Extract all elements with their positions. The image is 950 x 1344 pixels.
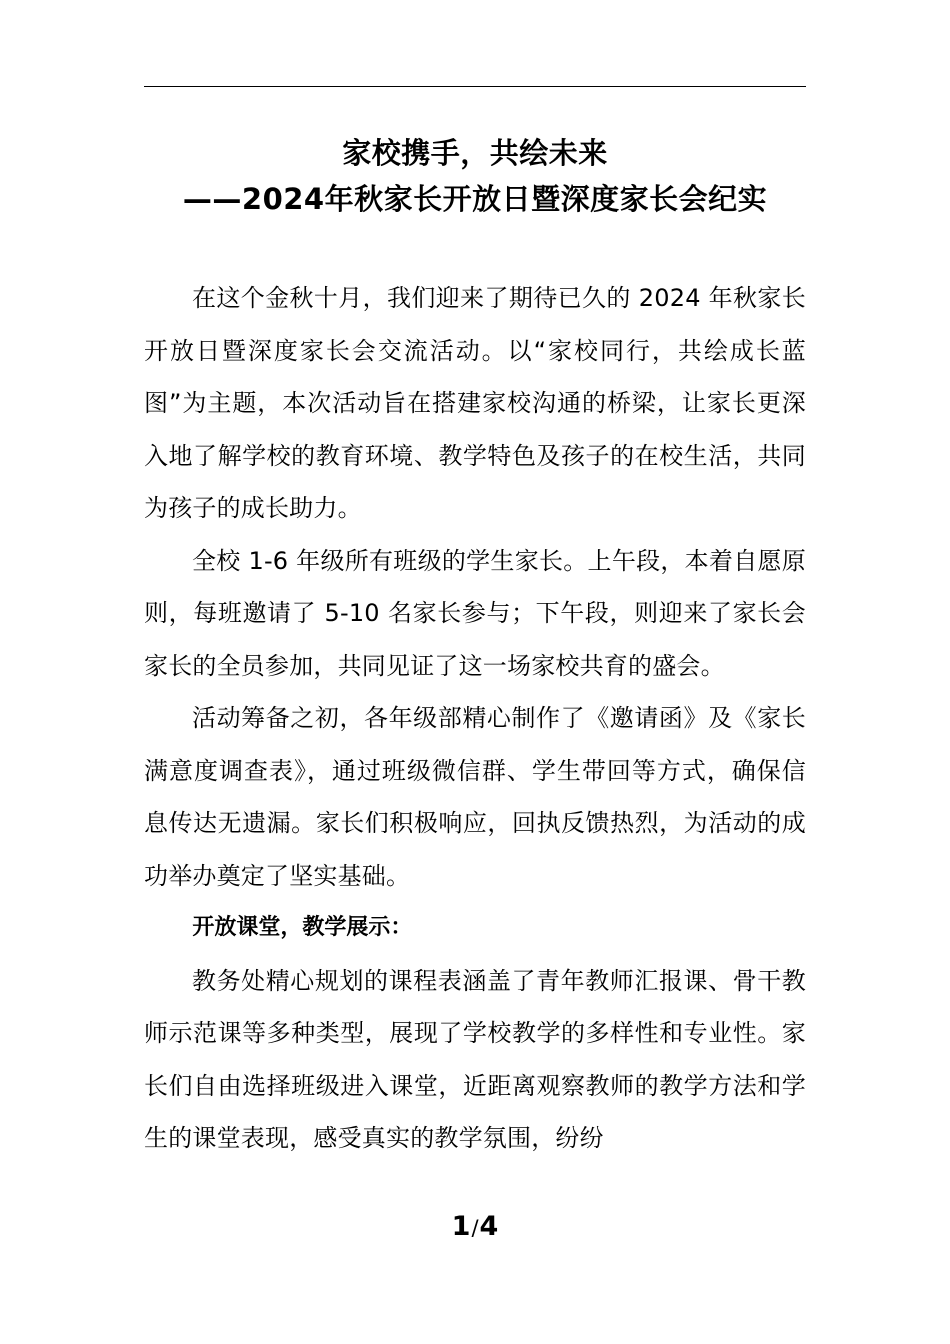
total-pages: 4	[479, 1211, 499, 1242]
title-block	[144, 130, 806, 222]
current-page: 1	[451, 1211, 471, 1242]
document-title: 家校携手，共绘未来	[342, 136, 608, 170]
paragraph-intro: 在这个金秋十月，我们迎来了期待已久的 2024 年秋家长开放日暨深度家长会交流活动。以“家校同行，共绘成长蓝图”为主题，本次活动旨在搭建家校沟通的桥梁，让家长更深入地了解学校的教育环境、教学特色及孩子的在校生活，共同为孩子的成长助力。	[144, 284, 806, 522]
paragraph-preparation: 活动筹备之初，各年级部精心制作了《邀请函》及《家长满意度调查表》，通过班级微信群、学生带回等方式，确保信息传达无遗漏。家长们积极响应，回执反馈热烈，为活动的成功举办奠定了坚实基础。	[144, 704, 806, 890]
document-subtitle: ——2024年秋家长开放日暨深度家长会纪实	[182, 182, 768, 216]
paragraph-open-classroom: 教务处精心规划的课程表涵盖了青年教师汇报课、骨干教师示范课等多种类型，展现了学校教学的多样性和专业性。家长们自由选择班级进入课堂，近距离观察教师的教学方法和学生的课堂表现，感受真实的教学氛围，纷纷	[144, 966, 806, 1152]
page-number	[0, 1207, 950, 1248]
section-heading: 开放课堂，教学展示：	[192, 915, 413, 940]
page-separator: /	[471, 1216, 479, 1240]
document-body	[144, 272, 806, 1165]
header-rule	[144, 86, 806, 87]
paragraph-participants: 全校 1-6 年级所有班级的学生家长。上午段，本着自愿原则，每班邀请了 5-10 名家长参与；下午段，则迎来了家长会家长的全员参加，共同见证了这一场家校共育的盛会。	[144, 546, 806, 680]
